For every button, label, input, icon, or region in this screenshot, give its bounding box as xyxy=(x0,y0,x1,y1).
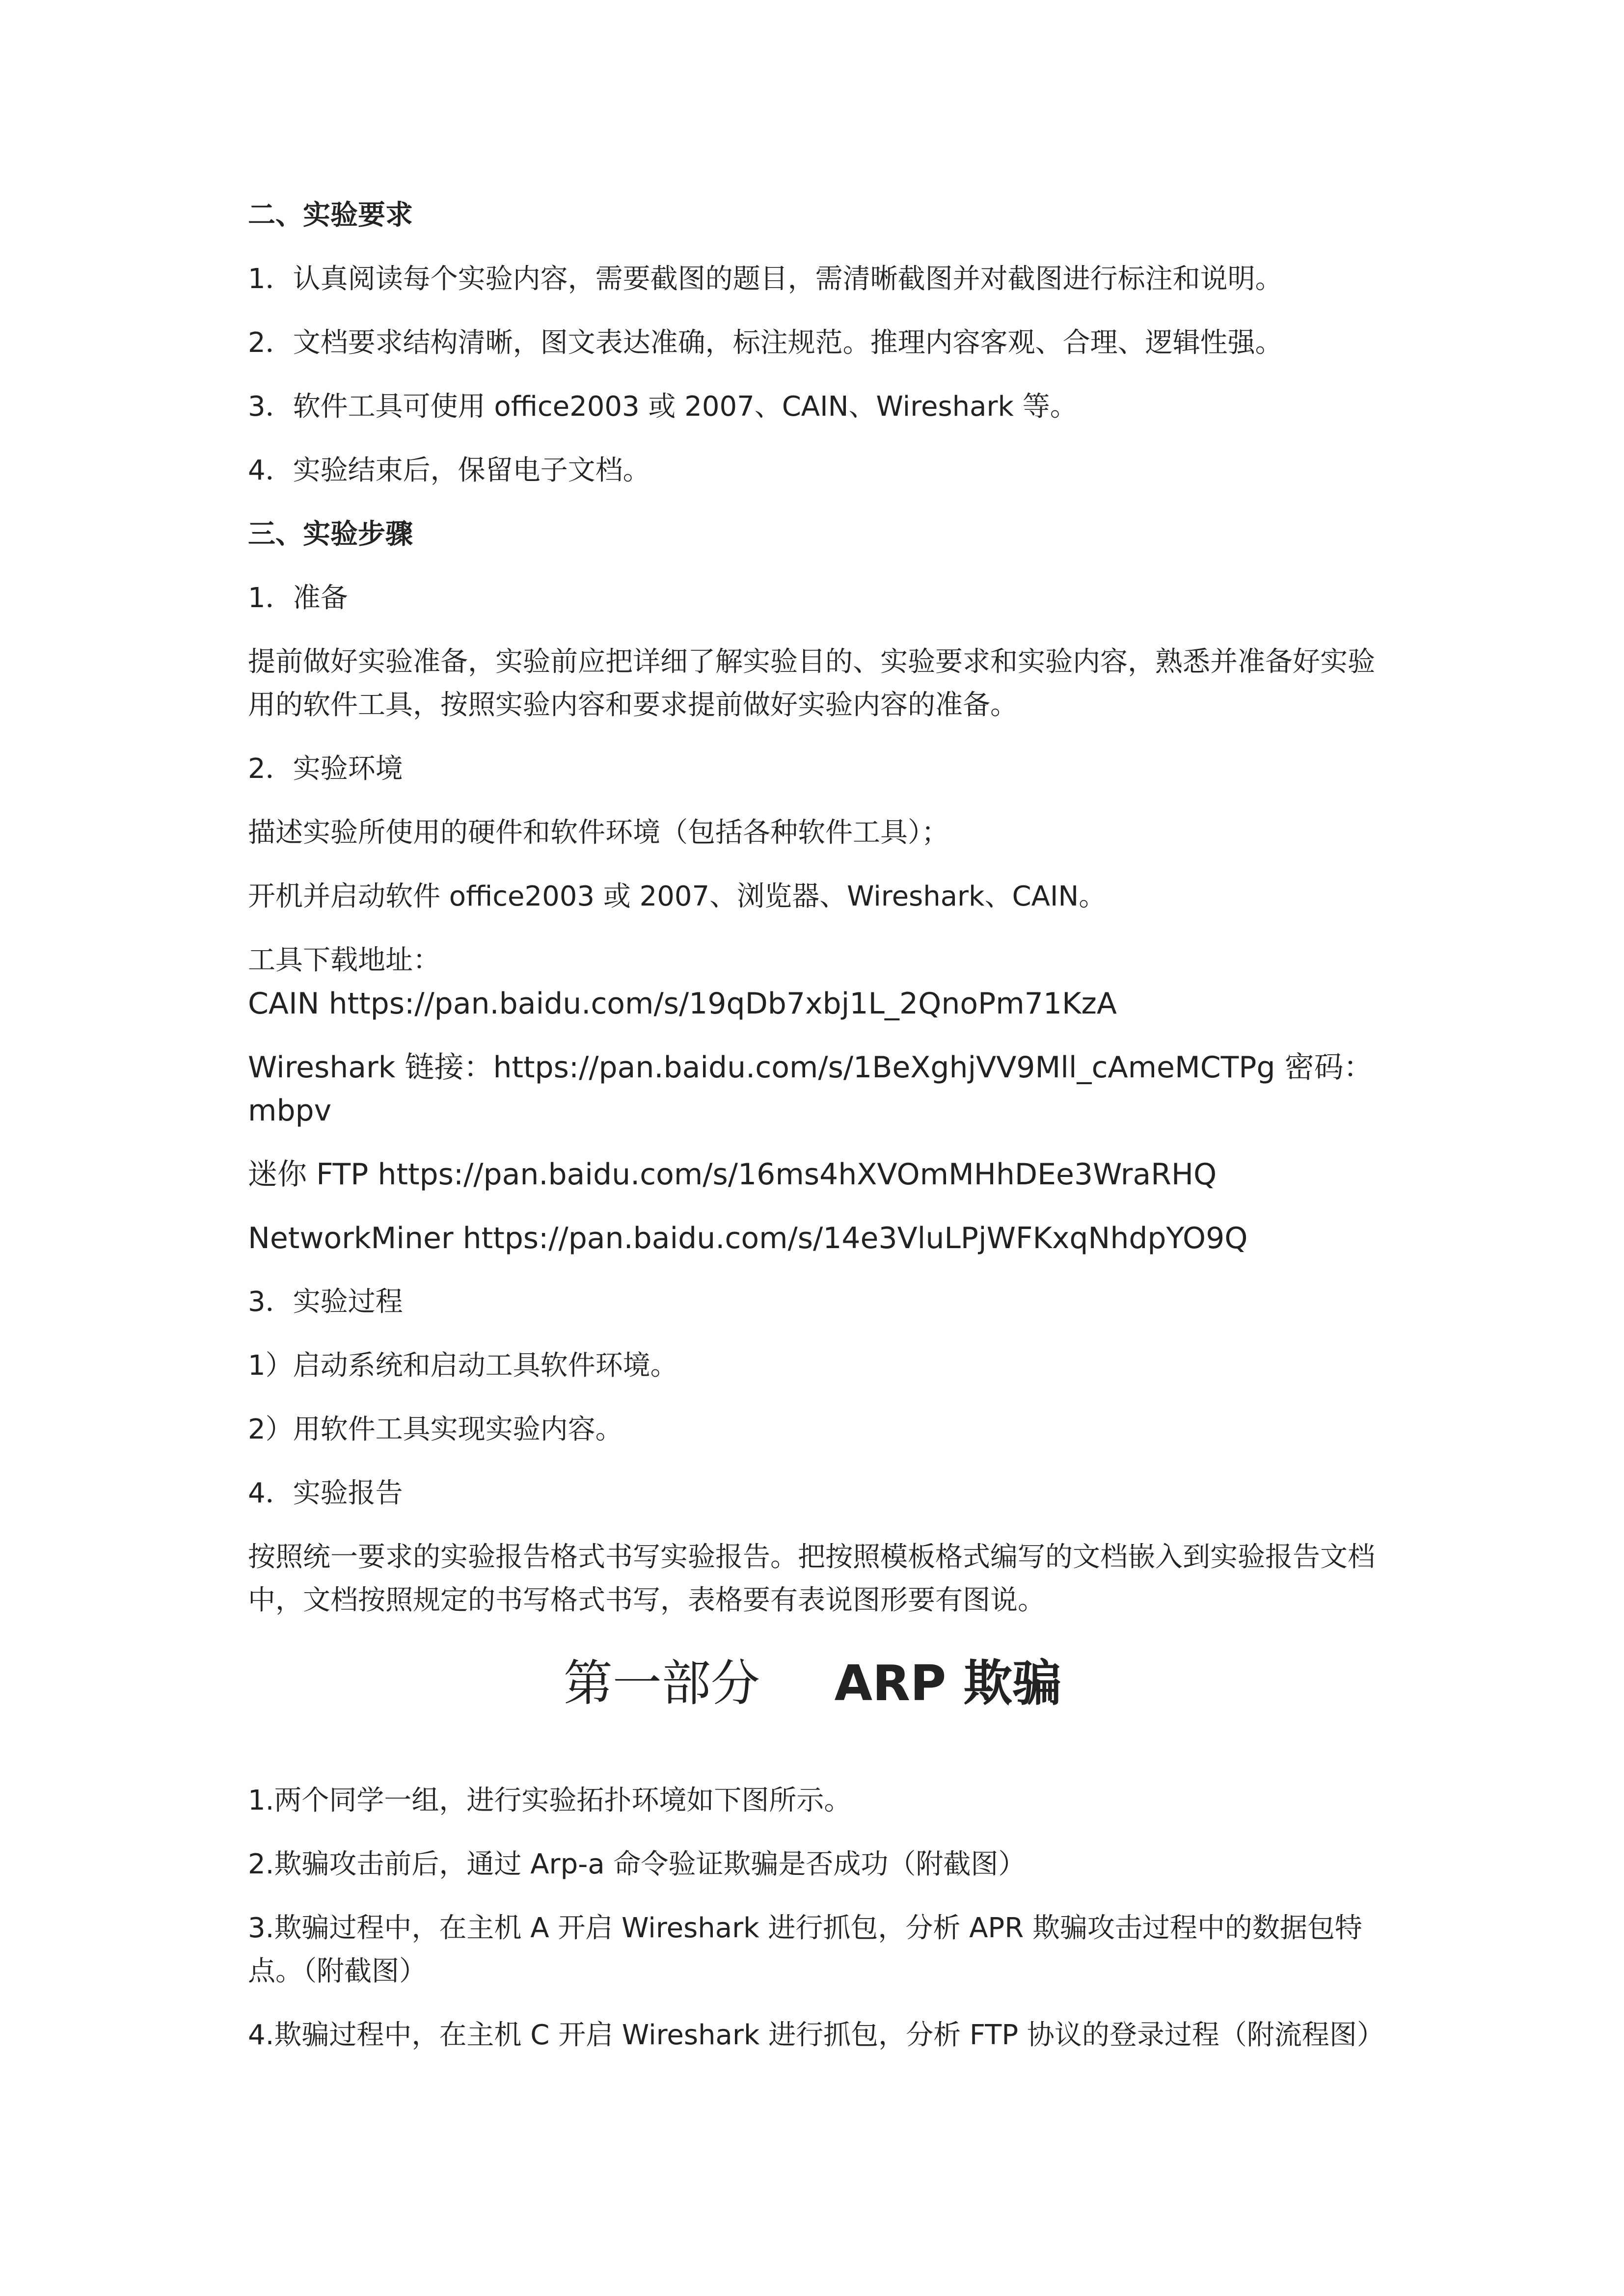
part-one-item-1: 1.两个同学一组，进行实验拓扑环境如下图所示。 xyxy=(248,1785,852,1816)
requirement-item-4: 4．实验结束后，保留电子文档。 xyxy=(248,454,650,486)
requirement-item-2: 2．文档要求结构清晰，图文表达准确，标注规范。推理内容客观、合理、逻辑性强。 xyxy=(248,327,1283,359)
part-one-item-4: 4.欺骗过程中，在主机 C 开启 Wireshark 进行抓包，分析 FTP 协议的登录过程（附流程图） xyxy=(248,2019,1384,2051)
step-process-title: 3．实验过程 xyxy=(248,1286,403,1318)
step-prepare-text: 提前做好实验准备，实验前应把详细了解实验目的、实验要求和实验内容，熟悉并准备好实验用的软件工具，按照实验内容和要求提前做好实验内容的准备。 xyxy=(248,646,1375,721)
step-env-desc: 描述实验所使用的硬件和软件环境（包括各种软件工具）； xyxy=(248,817,949,849)
download-link-networkminer[interactable]: NetworkMiner https://pan.baidu.com/s/14e3VluLPjWFKxqNhdpYO9Q xyxy=(248,1221,1248,1255)
download-link-miniftp[interactable]: 迷你 FTP https://pan.baidu.com/s/16ms4hXVOmMHhDEe3WraRHQ xyxy=(248,1157,1217,1192)
part-one-title-label: 第一部分 xyxy=(563,1655,760,1712)
part-one-title xyxy=(248,1647,1377,1720)
requirement-item-1: 1．认真阅读每个实验内容，需要截图的题目，需清晰截图并对截图进行标注和说明。 xyxy=(248,263,1283,295)
document-content xyxy=(248,194,1384,2078)
step-report-title: 4．实验报告 xyxy=(248,1477,403,1509)
part-one-title-topic: ARP 欺骗 xyxy=(834,1655,1062,1712)
step-report-text: 按照统一要求的实验报告格式书写实验报告。把按照模板格式编写的文档嵌入到实验报告文档中，文档按照规定的书写格式书写，表格要有表说图形要有图说。 xyxy=(248,1541,1375,1616)
requirement-item-3: 3．软件工具可使用 office2003 或 2007、CAIN、Wireshark 等。 xyxy=(248,391,1078,423)
part-one-item-2: 2.欺骗攻击前后，通过 Arp-a 命令验证欺骗是否成功（附截图） xyxy=(248,1848,1026,1880)
step-env-title: 2．实验环境 xyxy=(248,753,403,785)
step-prepare-title: 1．准备 xyxy=(248,582,348,614)
section-heading-steps: 三、实验步骤 xyxy=(248,518,413,550)
step-process-1: 1）启动系统和启动工具软件环境。 xyxy=(248,1350,678,1382)
download-link-wireshark[interactable]: Wireshark 链接：https://pan.baidu.com/s/1BeXghjVV9Mll_cAmeMCTPg 密码：mbpv xyxy=(248,1050,1373,1128)
download-title: 工具下载地址： xyxy=(248,944,440,976)
part-one-item-3: 3.欺骗过程中，在主机 A 开启 Wireshark 进行抓包，分析 APR 欺骗攻击过程中的数据包特点。（附截图） xyxy=(248,1912,1362,1987)
step-env-start: 开机并启动软件 office2003 或 2007、浏览器、Wireshark、CAIN。 xyxy=(248,881,1107,912)
step-process-2: 2）用软件工具实现实验内容。 xyxy=(248,1414,623,1445)
section-heading-requirements: 二、实验要求 xyxy=(248,199,413,231)
download-link-cain[interactable]: CAIN https://pan.baidu.com/s/19qDb7xbj1L_2QnoPm71KzA xyxy=(248,987,1117,1021)
